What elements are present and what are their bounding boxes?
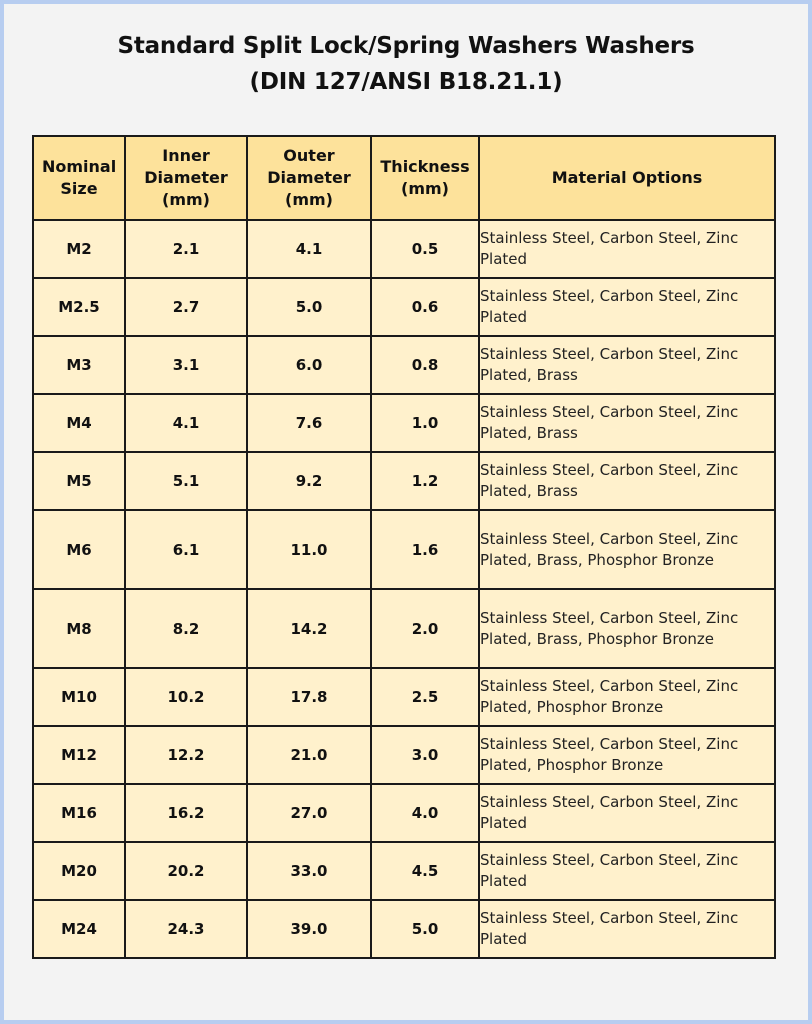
cell-thickness: 1.2 [371,452,479,510]
cell-thickness: 2.5 [371,668,479,726]
cell-outer-diameter: 9.2 [247,452,371,510]
cell-nominal-size: M6 [33,510,125,589]
cell-outer-diameter: 17.8 [247,668,371,726]
table-row [33,452,775,510]
cell-material-options: Stainless Steel, Carbon Steel, Zinc Plated [479,784,775,842]
cell-material-options: Stainless Steel, Carbon Steel, Zinc Plated [479,278,775,336]
cell-nominal-size: M5 [33,452,125,510]
table-row [33,336,775,394]
cell-outer-diameter: 33.0 [247,842,371,900]
cell-material-options: Stainless Steel, Carbon Steel, Zinc Plated, Brass [479,394,775,452]
cell-inner-diameter: 8.2 [125,589,247,668]
cell-material-options: Stainless Steel, Carbon Steel, Zinc Plated, Phosphor Bronze [479,726,775,784]
cell-thickness: 1.0 [371,394,479,452]
table-row [33,784,775,842]
table-row [33,668,775,726]
header-thickness: Thickness (mm) [371,136,479,220]
cell-material-options: Stainless Steel, Carbon Steel, Zinc Plated, Brass, Phosphor Bronze [479,589,775,668]
cell-inner-diameter: 20.2 [125,842,247,900]
cell-nominal-size: M20 [33,842,125,900]
cell-inner-diameter: 3.1 [125,336,247,394]
cell-material-options: Stainless Steel, Carbon Steel, Zinc Plated, Brass [479,336,775,394]
cell-material-options: Stainless Steel, Carbon Steel, Zinc Plated [479,900,775,958]
cell-outer-diameter: 27.0 [247,784,371,842]
title-line-1: Standard Split Lock/Spring Washers Washers [117,33,695,59]
document-title [0,28,812,100]
cell-material-options: Stainless Steel, Carbon Steel, Zinc Plated, Brass, Phosphor Bronze [479,510,775,589]
cell-thickness: 0.8 [371,336,479,394]
table-row [33,726,775,784]
header-nominal-size: Nominal Size [33,136,125,220]
cell-nominal-size: M16 [33,784,125,842]
cell-nominal-size: M10 [33,668,125,726]
cell-nominal-size: M12 [33,726,125,784]
washer-spec-table [32,135,776,959]
cell-outer-diameter: 5.0 [247,278,371,336]
cell-outer-diameter: 6.0 [247,336,371,394]
cell-outer-diameter: 39.0 [247,900,371,958]
header-row [33,136,775,220]
cell-inner-diameter: 6.1 [125,510,247,589]
cell-nominal-size: M8 [33,589,125,668]
header-outer-diameter: Outer Diameter (mm) [247,136,371,220]
table-row [33,900,775,958]
header-inner-diameter: Inner Diameter (mm) [125,136,247,220]
table-row [33,510,775,589]
cell-thickness: 0.5 [371,220,479,278]
cell-thickness: 3.0 [371,726,479,784]
cell-thickness: 1.6 [371,510,479,589]
cell-outer-diameter: 7.6 [247,394,371,452]
cell-inner-diameter: 4.1 [125,394,247,452]
cell-inner-diameter: 2.1 [125,220,247,278]
cell-material-options: Stainless Steel, Carbon Steel, Zinc Plated [479,220,775,278]
cell-material-options: Stainless Steel, Carbon Steel, Zinc Plated [479,842,775,900]
cell-outer-diameter: 14.2 [247,589,371,668]
cell-thickness: 4.0 [371,784,479,842]
cell-thickness: 2.0 [371,589,479,668]
cell-inner-diameter: 10.2 [125,668,247,726]
cell-inner-diameter: 24.3 [125,900,247,958]
table-row [33,842,775,900]
cell-nominal-size: M2 [33,220,125,278]
cell-thickness: 5.0 [371,900,479,958]
header-material-options: Material Options [479,136,775,220]
table-row [33,394,775,452]
cell-inner-diameter: 5.1 [125,452,247,510]
cell-nominal-size: M24 [33,900,125,958]
cell-inner-diameter: 12.2 [125,726,247,784]
table-row [33,220,775,278]
cell-thickness: 4.5 [371,842,479,900]
table-row [33,278,775,336]
cell-material-options: Stainless Steel, Carbon Steel, Zinc Plated, Phosphor Bronze [479,668,775,726]
cell-outer-diameter: 21.0 [247,726,371,784]
cell-nominal-size: M2.5 [33,278,125,336]
title-line-2: (DIN 127/ANSI B18.21.1) [249,69,563,95]
cell-outer-diameter: 4.1 [247,220,371,278]
cell-nominal-size: M3 [33,336,125,394]
cell-thickness: 0.6 [371,278,479,336]
cell-material-options: Stainless Steel, Carbon Steel, Zinc Plated, Brass [479,452,775,510]
cell-nominal-size: M4 [33,394,125,452]
cell-inner-diameter: 16.2 [125,784,247,842]
cell-outer-diameter: 11.0 [247,510,371,589]
cell-inner-diameter: 2.7 [125,278,247,336]
table-row [33,589,775,668]
